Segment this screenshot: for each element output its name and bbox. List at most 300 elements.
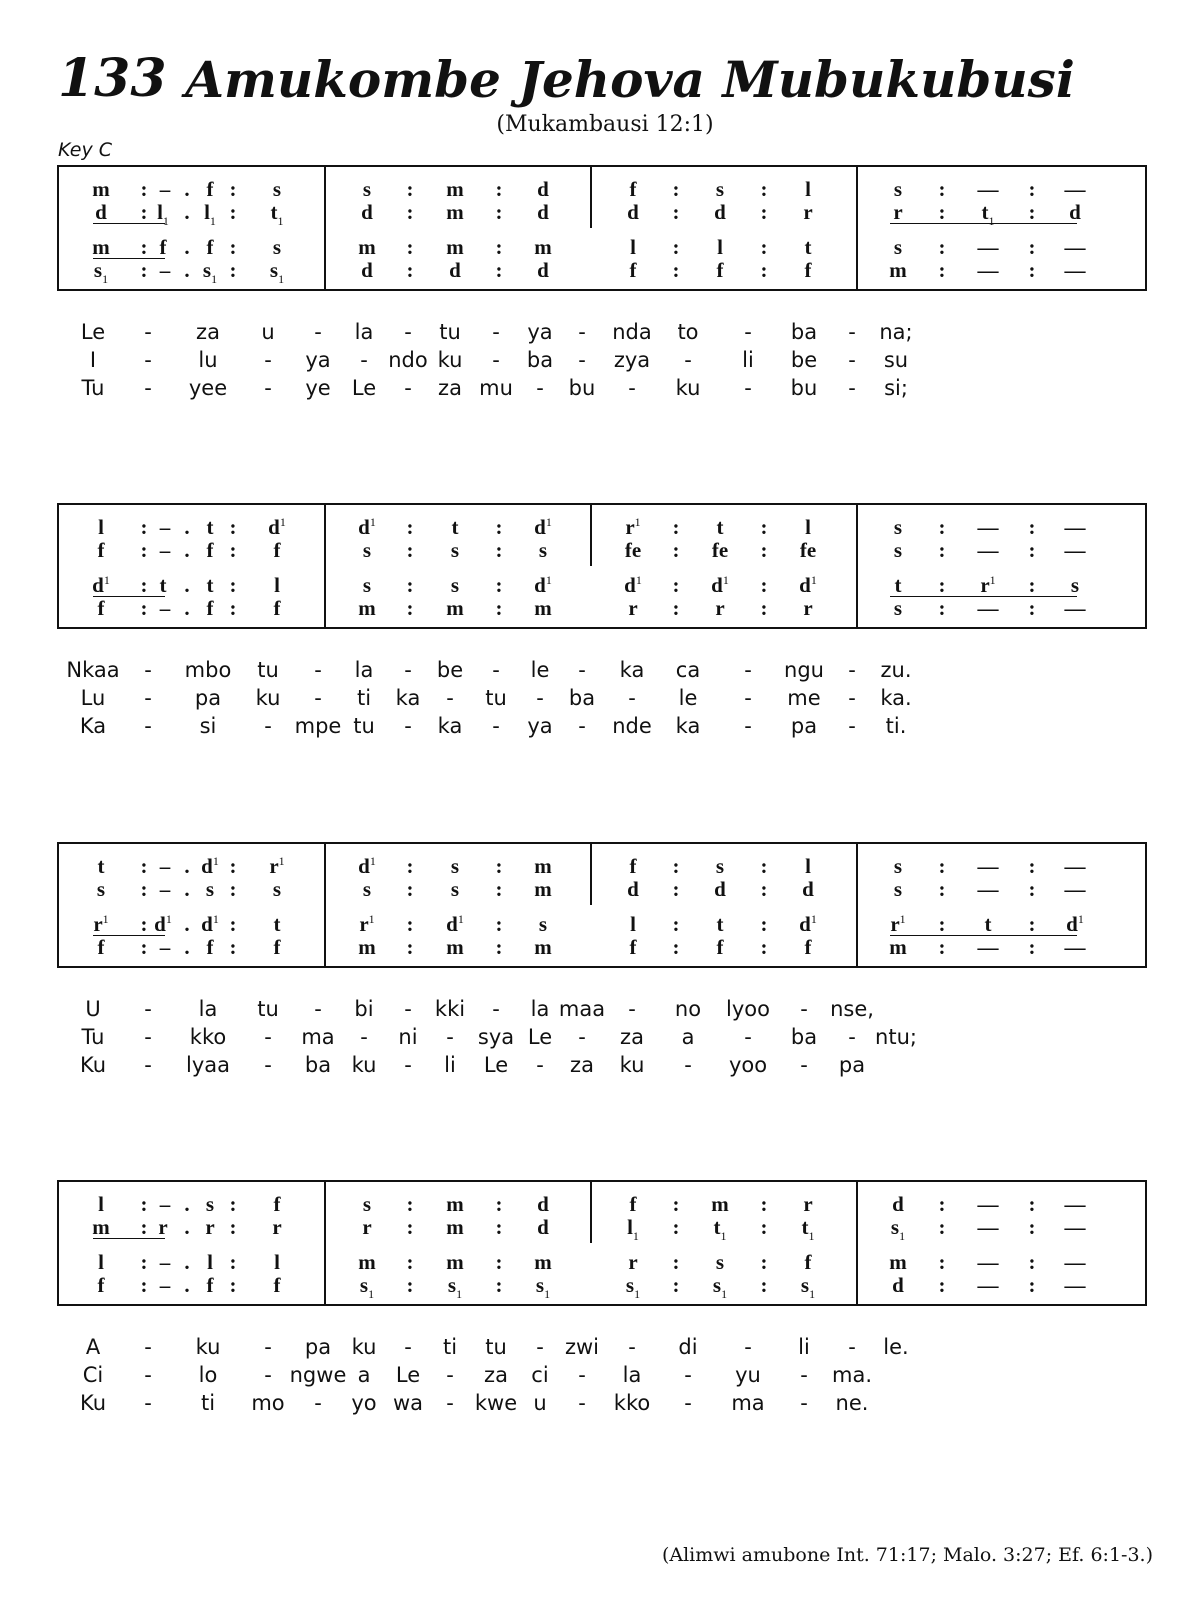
- note: f: [206, 596, 214, 620]
- note: s: [362, 538, 372, 562]
- lyric-syllable: la: [354, 658, 374, 682]
- hold-mark: —: [1064, 538, 1086, 562]
- beat-separator: :: [140, 596, 148, 620]
- beat-separator: :: [140, 854, 148, 878]
- syllable-hyphen: -: [744, 376, 752, 400]
- beat-separator: :: [406, 912, 414, 936]
- syllable-hyphen: -: [744, 714, 752, 738]
- syllable-hyphen: -: [848, 376, 856, 400]
- syllable-hyphen: -: [628, 686, 636, 710]
- lyric-syllable: kko: [189, 1025, 227, 1049]
- lyric-syllable: ne.: [835, 1391, 869, 1415]
- hold-mark: —: [977, 854, 999, 878]
- lyric-syllable: ka: [619, 658, 645, 682]
- note: s: [715, 177, 725, 201]
- syllable-hyphen: -: [536, 1335, 544, 1359]
- beat-separator: :: [1028, 912, 1036, 936]
- note: m: [446, 1215, 464, 1239]
- lyric-syllable: za: [484, 1363, 508, 1387]
- note: $t_1$: [270, 200, 284, 228]
- syllable-hyphen: -: [264, 1363, 272, 1387]
- syllable-hyphen: -: [578, 1363, 586, 1387]
- beat-separator: :: [406, 200, 414, 224]
- syllable-hyphen: -: [628, 1335, 636, 1359]
- lyric-syllable: a: [681, 1025, 695, 1049]
- note: l: [98, 515, 104, 539]
- beat-separator: :: [229, 515, 237, 539]
- lyric-syllable: si;: [884, 376, 908, 400]
- beat-separator: :: [495, 596, 503, 620]
- syllable-hyphen: -: [446, 1025, 454, 1049]
- octave-mark: 1: [634, 1287, 641, 1301]
- lyric-syllable: kki: [434, 997, 466, 1021]
- note: t: [716, 515, 724, 539]
- beat-separator: :: [672, 912, 680, 936]
- lyric-syllable: pa: [194, 686, 222, 710]
- note: f: [716, 935, 724, 959]
- lyric-syllable: mu: [479, 376, 513, 400]
- beat-separator: :: [406, 573, 414, 597]
- note: d: [537, 200, 549, 224]
- beat-separator: :: [406, 935, 414, 959]
- hold-mark: —: [977, 1273, 999, 1297]
- syllable-hyphen: -: [404, 320, 412, 344]
- barline: [324, 1182, 326, 1304]
- barline: [324, 505, 326, 627]
- beat-separator: :: [1028, 573, 1036, 597]
- hold-mark: –: [159, 596, 171, 620]
- beat-separator: :: [229, 1273, 237, 1297]
- lyric-syllable: ba: [568, 686, 596, 710]
- note: m: [92, 1215, 110, 1239]
- note: $r^1$: [359, 912, 375, 936]
- syllable-hyphen: -: [264, 1335, 272, 1359]
- beat-separator: :: [229, 854, 237, 878]
- barline: [856, 844, 858, 966]
- lyric-syllable: pa: [838, 1053, 866, 1077]
- syllable-hyphen: -: [684, 1363, 692, 1387]
- note: f: [273, 596, 281, 620]
- note: d: [537, 1192, 549, 1216]
- beat-separator: :: [140, 1215, 148, 1239]
- note: m: [711, 1192, 729, 1216]
- lyric-syllable: ku: [351, 1053, 377, 1077]
- note: s: [893, 854, 903, 878]
- beat-separator: :: [760, 1192, 768, 1216]
- note: t: [159, 573, 167, 597]
- note: m: [358, 935, 376, 959]
- note: m: [889, 935, 907, 959]
- note: s: [362, 877, 372, 901]
- hold-mark: –: [159, 1250, 171, 1274]
- note: m: [446, 935, 464, 959]
- beat-separator: :: [229, 177, 237, 201]
- octave-mark: 1: [810, 912, 817, 926]
- syllable-hyphen: -: [744, 686, 752, 710]
- syllable-hyphen: -: [536, 686, 544, 710]
- beat-separator: :: [760, 854, 768, 878]
- note: r: [715, 596, 725, 620]
- syllable-hyphen: -: [314, 1391, 322, 1415]
- note: t: [97, 854, 105, 878]
- beat-separator: :: [140, 877, 148, 901]
- beat-separator: :: [938, 235, 946, 259]
- beat-separator: :: [229, 1215, 237, 1239]
- barline: [856, 167, 858, 289]
- octave-mark: 1: [545, 573, 552, 587]
- beat-separator: :: [406, 1192, 414, 1216]
- staff-system: [57, 165, 1147, 291]
- lyric-syllable: Ka: [79, 714, 107, 738]
- note: d: [627, 200, 639, 224]
- octave-mark: 1: [989, 573, 996, 587]
- note: m: [446, 1250, 464, 1274]
- note: d: [361, 258, 373, 282]
- beat-separator: :: [672, 538, 680, 562]
- octave-mark: 1: [102, 912, 109, 926]
- note: t: [804, 235, 812, 259]
- note: t: [206, 515, 214, 539]
- octave-mark: 1: [899, 912, 906, 926]
- syllable-hyphen: -: [628, 376, 636, 400]
- note: f: [206, 1273, 214, 1297]
- beat-separator: :: [406, 515, 414, 539]
- barline: [324, 167, 326, 289]
- note: f: [629, 854, 637, 878]
- note: s: [205, 1192, 215, 1216]
- octave-mark: 1: [212, 912, 219, 926]
- note: f: [804, 1250, 812, 1274]
- syllable-hyphen: -: [144, 686, 152, 710]
- syllable-hyphen: -: [404, 714, 412, 738]
- hold-mark: –: [159, 935, 171, 959]
- half-beat-dot: .: [184, 877, 190, 901]
- syllable-hyphen: -: [800, 1391, 808, 1415]
- note: m: [534, 596, 552, 620]
- syllable-hyphen: -: [628, 997, 636, 1021]
- note: r: [803, 200, 813, 224]
- syllable-hyphen: -: [144, 1025, 152, 1049]
- note: m: [534, 935, 552, 959]
- half-beat-dot: .: [184, 912, 190, 936]
- lyric-syllable: bu: [790, 376, 818, 400]
- octave-mark: 1: [162, 214, 169, 228]
- hold-mark: —: [977, 1215, 999, 1239]
- note: t: [206, 573, 214, 597]
- lyric-syllable: bu: [568, 376, 596, 400]
- lyric-syllable: ku: [195, 1335, 221, 1359]
- lyric-syllable: ci: [531, 1363, 549, 1387]
- beat-separator: :: [406, 1273, 414, 1297]
- note: s: [205, 877, 215, 901]
- beat-separator: :: [672, 515, 680, 539]
- hold-mark: —: [1064, 935, 1086, 959]
- half-beat-dot: .: [184, 515, 190, 539]
- note: $d^1$: [1066, 912, 1084, 936]
- half-beat-dot: .: [184, 935, 190, 959]
- octave-mark: 1: [369, 854, 376, 868]
- half-beat-dot: .: [184, 235, 190, 259]
- octave-mark: 1: [808, 1229, 815, 1243]
- syllable-hyphen: -: [684, 348, 692, 372]
- beat-separator: :: [1028, 538, 1036, 562]
- syllable-hyphen: -: [536, 1053, 544, 1077]
- syllable-hyphen: -: [314, 320, 322, 344]
- lyric-syllable: Ku: [79, 1391, 107, 1415]
- staff-system: [57, 503, 1147, 629]
- song-title: Amukombe Jehova Mubukubusi: [185, 50, 1075, 109]
- lyric-syllable: ti: [442, 1335, 458, 1359]
- note: d: [95, 200, 107, 224]
- note: $d^1$: [92, 573, 110, 597]
- lyric-syllable: ya: [527, 714, 553, 738]
- note: $d^1$: [268, 515, 286, 539]
- octave-mark: 1: [103, 573, 110, 587]
- half-beat-dot: .: [184, 177, 190, 201]
- lyric-syllable: I: [89, 348, 97, 372]
- beat-separator: :: [229, 1250, 237, 1274]
- syllable-hyphen: -: [404, 1335, 412, 1359]
- note: s: [715, 854, 725, 878]
- note: $s_1$: [447, 1273, 463, 1301]
- beat-separator: :: [406, 1215, 414, 1239]
- syllable-hyphen: -: [848, 686, 856, 710]
- lyric-syllable: tu: [485, 686, 507, 710]
- octave-mark: 1: [809, 1287, 816, 1301]
- note: m: [534, 877, 552, 901]
- note: $r^1$: [625, 515, 641, 539]
- syllable-hyphen: -: [684, 1391, 692, 1415]
- beat-separator: :: [672, 177, 680, 201]
- lyric-syllable: nse,: [830, 997, 874, 1021]
- syllable-hyphen: -: [744, 1335, 752, 1359]
- syllable-hyphen: -: [578, 714, 586, 738]
- beat-separator: :: [672, 935, 680, 959]
- note: f: [273, 1192, 281, 1216]
- note: s: [362, 1192, 372, 1216]
- lyric-syllable: ku: [619, 1053, 645, 1077]
- syllable-hyphen: -: [404, 376, 412, 400]
- syllable-hyphen: -: [848, 348, 856, 372]
- beat-separator: :: [672, 235, 680, 259]
- note: $d^1$: [799, 912, 817, 936]
- lyric-syllable: ti.: [885, 714, 907, 738]
- barline: [590, 844, 592, 905]
- beat-separator: :: [495, 1250, 503, 1274]
- lyric-syllable: u: [533, 1391, 547, 1415]
- lyric-syllable: yo: [351, 1391, 377, 1415]
- beat-separator: :: [672, 877, 680, 901]
- hold-mark: –: [159, 877, 171, 901]
- syllable-hyphen: -: [744, 658, 752, 682]
- note: l: [98, 1192, 104, 1216]
- beat-separator: :: [760, 573, 768, 597]
- half-beat-dot: .: [184, 538, 190, 562]
- lyric-syllable: la: [354, 320, 374, 344]
- beat-separator: :: [760, 258, 768, 282]
- note: r: [803, 1192, 813, 1216]
- lyric-syllable: ku: [255, 686, 281, 710]
- lyric-syllable: tu: [439, 320, 461, 344]
- beat-separator: :: [406, 877, 414, 901]
- note: $s_1$: [712, 1273, 728, 1301]
- lyric-syllable: u: [261, 320, 275, 344]
- octave-mark: 1: [632, 1229, 639, 1243]
- octave-mark: 1: [369, 515, 376, 529]
- lyric-syllable: la: [622, 1363, 642, 1387]
- beat-separator: :: [406, 538, 414, 562]
- hold-mark: —: [977, 1250, 999, 1274]
- note: l: [98, 1250, 104, 1274]
- note: f: [273, 1273, 281, 1297]
- lyric-syllable: tu: [257, 658, 279, 682]
- beat-separator: :: [760, 596, 768, 620]
- note: f: [206, 538, 214, 562]
- lyric-syllable: Nkaa: [66, 658, 120, 682]
- note: f: [206, 235, 214, 259]
- beat-separator: :: [672, 258, 680, 282]
- beat-separator: :: [140, 235, 148, 259]
- note: f: [629, 258, 637, 282]
- note: l: [805, 177, 811, 201]
- lyric-syllable: kko: [613, 1391, 651, 1415]
- lyric-syllable: ngwe: [289, 1363, 347, 1387]
- beat-separator: :: [495, 1192, 503, 1216]
- hold-mark: —: [977, 596, 999, 620]
- beat-separator: :: [760, 235, 768, 259]
- note: $d^1$: [201, 912, 219, 936]
- hold-mark: –: [159, 538, 171, 562]
- lyric-syllable: Tu: [81, 1025, 105, 1049]
- lyric-syllable: tu: [485, 1335, 507, 1359]
- beat-separator: :: [938, 515, 946, 539]
- slur-line: [93, 1238, 165, 1239]
- octave-mark: 1: [278, 854, 285, 868]
- note: s: [1070, 573, 1080, 597]
- lyric-syllable: wa: [392, 1391, 424, 1415]
- beat-separator: :: [229, 877, 237, 901]
- syllable-hyphen: -: [536, 376, 544, 400]
- hold-mark: —: [1064, 235, 1086, 259]
- beat-separator: :: [760, 877, 768, 901]
- note: t: [273, 912, 281, 936]
- syllable-hyphen: -: [578, 1391, 586, 1415]
- lyric-syllable: tu: [257, 997, 279, 1021]
- beat-separator: :: [760, 912, 768, 936]
- octave-mark: 1: [456, 1287, 463, 1301]
- syllable-hyphen: -: [800, 1363, 808, 1387]
- hold-mark: —: [977, 877, 999, 901]
- lyric-syllable: su: [883, 348, 909, 372]
- beat-separator: :: [406, 177, 414, 201]
- beat-separator: :: [495, 177, 503, 201]
- octave-mark: 1: [277, 214, 284, 228]
- lyric-syllable: ka: [675, 714, 701, 738]
- note: s: [450, 538, 460, 562]
- syllable-hyphen: -: [144, 348, 152, 372]
- octave-mark: 1: [544, 1287, 551, 1301]
- lyric-syllable: ntu;: [875, 1025, 917, 1049]
- hold-mark: –: [159, 1273, 171, 1297]
- note: l: [630, 235, 636, 259]
- slur-line: [93, 258, 165, 259]
- beat-separator: :: [938, 1273, 946, 1297]
- lyric-syllable: Ku: [79, 1053, 107, 1077]
- note: r: [158, 1215, 168, 1239]
- note: fe: [799, 538, 817, 562]
- lyric-syllable: yee: [188, 376, 228, 400]
- lyric-syllable: lu: [198, 348, 218, 372]
- beat-separator: :: [140, 1192, 148, 1216]
- beat-separator: :: [672, 854, 680, 878]
- lyric-syllable: zya: [613, 348, 651, 372]
- beat-separator: :: [938, 538, 946, 562]
- beat-separator: :: [406, 854, 414, 878]
- syllable-hyphen: -: [144, 320, 152, 344]
- note: t: [984, 912, 992, 936]
- beat-separator: :: [1028, 1192, 1036, 1216]
- note: m: [358, 235, 376, 259]
- beat-separator: :: [938, 258, 946, 282]
- note: r: [205, 1215, 215, 1239]
- half-beat-dot: .: [184, 596, 190, 620]
- octave-mark: 1: [102, 272, 109, 286]
- note: d: [892, 1192, 904, 1216]
- note: $d^1$: [201, 854, 219, 878]
- lyric-syllable: ndo: [388, 348, 428, 372]
- beat-separator: :: [229, 200, 237, 224]
- lyric-syllable: Tu: [81, 376, 105, 400]
- beat-separator: :: [229, 596, 237, 620]
- syllable-hyphen: -: [800, 997, 808, 1021]
- note: m: [446, 596, 464, 620]
- note: f: [629, 1192, 637, 1216]
- beat-separator: :: [938, 177, 946, 201]
- lyric-syllable: la: [530, 997, 550, 1021]
- beat-separator: :: [140, 538, 148, 562]
- note: $s_1$: [359, 1273, 375, 1301]
- note: s: [450, 854, 460, 878]
- octave-mark: 1: [720, 1229, 727, 1243]
- beat-separator: :: [760, 538, 768, 562]
- note: f: [804, 935, 812, 959]
- note: s: [893, 596, 903, 620]
- syllable-hyphen: -: [492, 658, 500, 682]
- lyric-syllable: mpe: [294, 714, 342, 738]
- beat-separator: :: [229, 235, 237, 259]
- beat-separator: :: [1028, 200, 1036, 224]
- lyric-syllable: na;: [879, 320, 913, 344]
- hold-mark: —: [1064, 1192, 1086, 1216]
- syllable-hyphen: -: [144, 1335, 152, 1359]
- note: $d^1$: [534, 515, 552, 539]
- note: m: [358, 596, 376, 620]
- lyric-syllable: a: [357, 1363, 371, 1387]
- beat-separator: :: [495, 1273, 503, 1297]
- syllable-hyphen: -: [578, 1025, 586, 1049]
- hold-mark: —: [977, 1192, 999, 1216]
- beat-separator: :: [229, 573, 237, 597]
- note: l: [805, 854, 811, 878]
- lyric-syllable: li: [444, 1053, 456, 1077]
- syllable-hyphen: -: [264, 348, 272, 372]
- note: m: [889, 258, 907, 282]
- beat-separator: :: [140, 258, 148, 282]
- beat-separator: :: [760, 935, 768, 959]
- beat-separator: :: [140, 935, 148, 959]
- beat-separator: :: [1028, 1250, 1036, 1274]
- octave-mark: 1: [721, 1287, 728, 1301]
